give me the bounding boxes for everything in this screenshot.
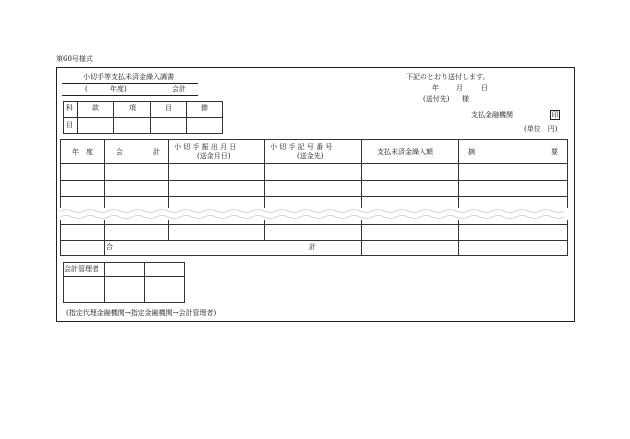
- header-check-number: 小 切 手 記 号 番 号: [270, 143, 333, 151]
- seal-mark: 印: [551, 111, 559, 119]
- routing-note: (指定代理金融機関→指定金融機関→会計管理者): [66, 309, 217, 317]
- institution-label: 支払金融機関: [471, 111, 513, 119]
- category-row-label-top: 科: [66, 104, 73, 112]
- date-year-label: 年: [432, 84, 439, 92]
- header-check-date-sub: (送金月日): [197, 152, 231, 160]
- unit-label: (単位 円): [524, 125, 558, 133]
- header-check-number-sub: (送金先): [297, 152, 324, 160]
- table-break-wave: [60, 208, 568, 220]
- category-row-label-bottom: 目: [66, 121, 73, 129]
- header-account-1: 会: [116, 148, 123, 156]
- fiscal-underline: [62, 95, 198, 96]
- header-remarks-2: 要: [551, 148, 558, 156]
- fiscal-year-label: 年度): [110, 85, 127, 93]
- recipient-honorific: 様: [462, 95, 469, 103]
- category-header-setsu: 節: [201, 104, 208, 112]
- header-check-date: 小 切 手 振 出 月 日: [174, 143, 237, 151]
- category-header-moku: 目: [165, 104, 172, 112]
- category-header-kou: 項: [129, 104, 136, 112]
- form-number: 第60号様式: [56, 55, 93, 63]
- title-underline: [62, 83, 198, 84]
- manager-label: 会計管理者: [64, 265, 99, 273]
- fiscal-open-paren: (: [85, 85, 88, 93]
- header-remarks-1: 摘: [468, 148, 475, 156]
- total-label-1: 合: [106, 243, 113, 251]
- header-account-2: 計: [153, 148, 160, 156]
- account-label: 会計: [172, 85, 186, 93]
- date-month-label: 月: [456, 84, 463, 92]
- category-header-kan: 款: [92, 104, 99, 112]
- form-title: 小切手等支払未済金繰入調書: [83, 73, 174, 81]
- send-notice: 下記のとおり送付します。: [406, 73, 490, 81]
- header-fiscal-year: 年 度: [72, 148, 93, 156]
- header-amount: 支払未済金繰入額: [377, 148, 433, 156]
- total-label-2: 計: [309, 243, 316, 251]
- recipient-label: (送付先): [423, 95, 450, 103]
- date-day-label: 日: [481, 84, 488, 92]
